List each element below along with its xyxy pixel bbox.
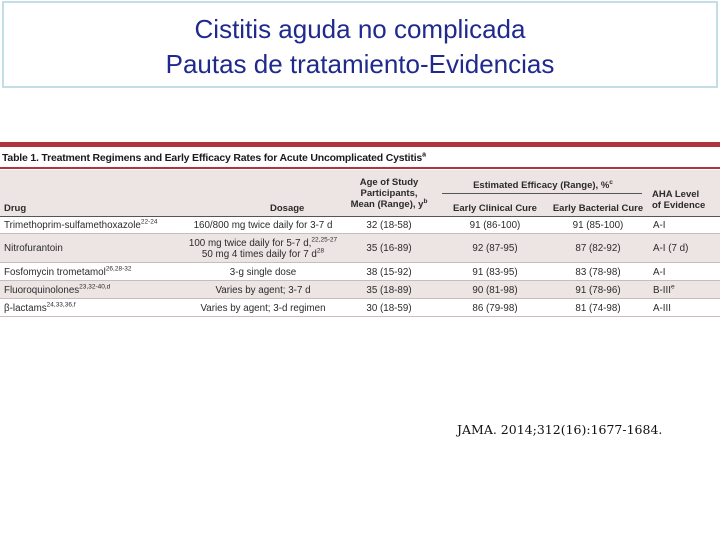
table-caption-text: Table 1. Treatment Regimens and Early Efficacy Rates for Acute Uncomplicated Cystitis	[2, 152, 423, 164]
header-aha-line-2: of Evidence	[652, 200, 706, 211]
cell-age: 30 (18-59)	[366, 302, 412, 314]
cell-dosage	[160, 217, 366, 234]
dosage-text: 3-g single dose	[229, 266, 297, 278]
row-divider	[0, 316, 720, 317]
drug-name: Trimethoprim-sulfamethoxazole	[4, 220, 141, 231]
header-age	[348, 177, 430, 210]
cell-early-clinical-cure: 91 (83-95)	[472, 266, 518, 278]
table-caption	[2, 152, 426, 164]
cell-aha-level	[653, 234, 717, 263]
header-age-line-2: Participants,	[360, 188, 418, 199]
aha-text: A-III	[653, 302, 671, 314]
dosage-text: 100 mg twice daily for 5-7 d,	[188, 237, 312, 249]
header-age-line-1: Age of Study	[359, 177, 419, 188]
table-caption-rule	[0, 167, 720, 169]
table-row	[0, 299, 720, 317]
header-efficacy-rule	[442, 193, 642, 194]
cell-aha-level	[653, 299, 717, 317]
cell-age: 32 (18-58)	[366, 220, 412, 231]
header-drug: Drug	[4, 203, 27, 214]
drug-name: Nitrofurantoin	[4, 243, 63, 254]
header-age-line-3	[348, 199, 430, 210]
cell-age: 35 (18-89)	[366, 284, 412, 296]
table-top-rule	[0, 142, 720, 147]
drug-name: Fluoroquinolones	[4, 284, 80, 296]
cell-early-clinical-cure: 86 (79-98)	[472, 302, 518, 314]
aha-text: A-I (7 d)	[653, 243, 689, 254]
cell-dosage	[160, 234, 366, 263]
cell-age: 38 (15-92)	[366, 266, 412, 278]
table-row	[0, 234, 720, 263]
table-row	[0, 263, 720, 281]
header-age-line-3-text: Mean (Range), y	[350, 199, 424, 210]
table-row	[0, 281, 720, 299]
header-age-footnote: b	[423, 197, 428, 205]
citation-reference: JAMA. 2014;312(16):1677-1684.	[457, 422, 663, 437]
header-efficacy-text: Estimated Efficacy (Range), %	[473, 180, 610, 191]
table-row	[0, 217, 720, 234]
header-aha-level	[652, 189, 718, 211]
cell-early-clinical-cure: 92 (87-95)	[472, 243, 518, 254]
drug-footnote: 22-24	[140, 218, 158, 226]
header-early-bacterial-cure: Early Bacterial Cure	[552, 203, 644, 214]
slide-title-line-2: Pautas de tratamiento-Evidencias	[165, 49, 555, 79]
dosage-footnote: 22,25-27	[311, 236, 338, 244]
header-aha-line-1: AHA Level	[652, 189, 700, 200]
header-early-clinical-cure: Early Clinical Cure	[453, 203, 537, 214]
dosage-text: 160/800 mg twice daily for 3-7 d	[193, 220, 333, 231]
treatment-table-figure	[0, 142, 720, 322]
dosage-text: Varies by agent; 3-7 d	[215, 284, 311, 296]
slide-title-box	[2, 1, 718, 88]
cell-early-bacterial-cure: 81 (74-98)	[575, 302, 621, 314]
table-caption-footnote: a	[422, 151, 426, 159]
cell-aha-level	[653, 217, 717, 234]
cell-early-bacterial-cure: 91 (78-96)	[575, 284, 621, 296]
cell-early-clinical-cure: 90 (81-98)	[472, 284, 518, 296]
cell-dosage	[160, 281, 366, 299]
cell-early-bacterial-cure: 83 (78-98)	[575, 266, 621, 278]
cell-early-bacterial-cure: 87 (82-92)	[575, 243, 621, 254]
dosage-text-2: 50 mg 4 times daily for 7 d	[201, 248, 317, 260]
header-dosage: Dosage	[270, 203, 305, 214]
cell-aha-level	[653, 263, 717, 281]
drug-name: Fosfomycin trometamol	[4, 266, 106, 278]
aha-footnote: e	[670, 283, 675, 291]
cell-age: 35 (16-89)	[366, 243, 412, 254]
drug-name: β-lactams	[4, 302, 47, 314]
cell-aha-level	[653, 281, 717, 299]
cell-early-clinical-cure: 91 (86-100)	[469, 220, 521, 231]
slide-title-line-1: Cistitis aguda no complicada	[194, 14, 526, 44]
drug-footnote: 23,32-40,d	[79, 283, 111, 291]
drug-footnote: 26,28-32	[105, 265, 132, 273]
cell-dosage	[160, 299, 366, 317]
dosage-text: Varies by agent; 3-d regimen	[200, 302, 326, 314]
cell-dosage	[160, 263, 366, 281]
header-efficacy-footnote: c	[609, 178, 613, 186]
dosage-footnote-2: 28	[316, 247, 325, 255]
drug-footnote: 24,33,36,f	[46, 301, 76, 309]
header-estimated-efficacy	[438, 180, 648, 191]
cell-early-bacterial-cure: 91 (85-100)	[572, 220, 624, 231]
aha-text: A-I	[653, 266, 666, 278]
aha-text: A-I	[653, 220, 666, 231]
aha-text: B-III	[653, 284, 671, 296]
